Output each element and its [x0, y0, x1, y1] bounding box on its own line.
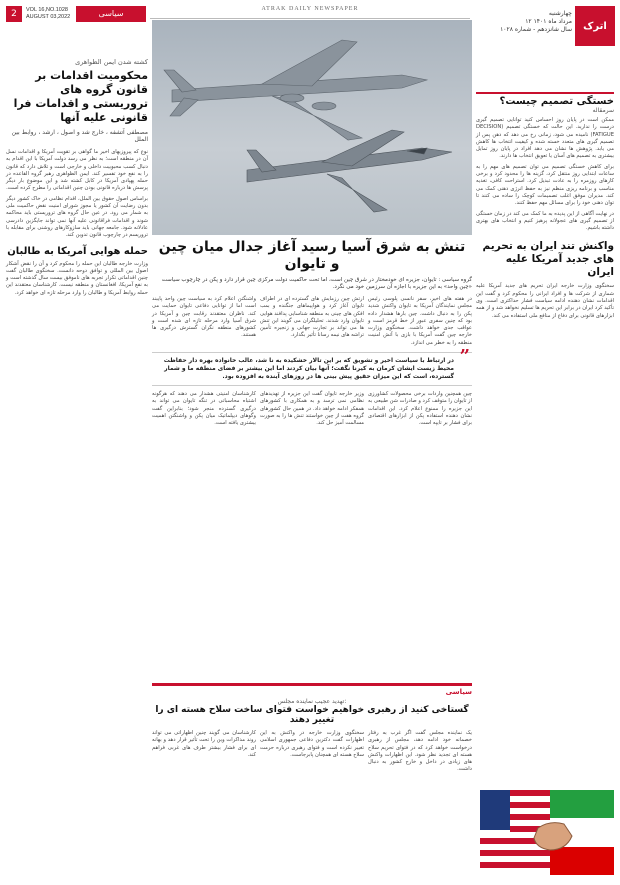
main-col-5: وزیر خارجه تایوان گفت این جزیره از تهدیدهای نظامی نمی ترسد و به همکاری با کشورهای همفکر ادامه خواهد داد. در همین حال کشورهای گروه هفت از چین خواستند تنش ها را به صورت مسالمت آمیز حل کند.	[260, 391, 364, 427]
right-headline: خستگی تصمیم چیست؟	[476, 92, 614, 107]
flag-fist-icon	[480, 790, 614, 875]
top-rule	[150, 18, 470, 19]
fighter-jets-illustration	[152, 20, 472, 235]
bottom-story-header	[152, 683, 472, 696]
page-number: 2	[6, 6, 22, 22]
right-headline-2: واکنش تند ایران به تحریم های جدید آمریکا علیه ایران	[482, 240, 614, 279]
main-lead: گروه سیاسی : تایوان، جزیره ای خودمختار در شرق چین است، اما تحت حاکمیت دولت مرکزی چین قرار دارد و پکن در چارچوب سیاست «چین واحد» به این جزیره با اجازه آن سرزمین خود می نگرد.	[161, 277, 472, 290]
quote-mark-icon: ”	[459, 346, 470, 368]
section-tag: سیاسی	[76, 6, 146, 22]
left-headline: محکومیت اقدامات بر قانون گروه های تروریستی و اقدامات فرا قانونی علیه آنها	[13, 69, 148, 124]
left-body-3: وزارت خارجه طالبان این حمله را محکوم کرد و آن را نقض آشکار اصول بین المللی و توافق دوحه دانست. سخنگوی طالبان گفت چنین اقداماتی تکرار تجربه های ناموفق بیست سال گذشته است و به نفع آمریکا، افغانستان و منطقه نیست. کارشناسان معتقدند این حمله روابط آمریکا و طالبان را وارد مرحله تازه ای خواهد کرد.	[6, 260, 148, 296]
bottom-col-2: سخنگوی وزارت خارجه در واکنش به این اظهارات گفت دکترین دفاعی جمهوری اسلامی تغییر نکرده است و فتوای رهبری درباره حرمت سلاح هسته ای همچنان پابرجاست.	[260, 730, 364, 758]
left-body-2: براساس اصول حقوق بین الملل، اقدام نظامی در خاک کشور دیگر بدون رضایت آن کشور یا مجوز شورای امنیت نقض حاکمیت ملی به شمار می رود. در عین حال گروه های تروریستی باید محاکمه شوند و اقدامات فراقانونی علیه آنها نمی تواند جایگزین دادرسی عادلانه شود. جامعه جهانی باید سازوکارهای روشنی برای مقابله با تروریسم در چارچوب قانون تدوین کند.	[6, 195, 148, 239]
main-columns-2	[152, 391, 472, 427]
main-col-6: کارشناسان امنیتی هشدار می دهند که هرگونه اشتباه محاسباتی در تنگه تایوان می تواند به درگیری گسترده منجر شود؛ بنابراین گفت وگوهای دیپلماتیک میان پکن و واشنگتن اهمیت بیشتری یافته است.	[152, 391, 256, 427]
bottom-kicker: تهدید عجیب نماینده مجلس:	[277, 698, 347, 705]
right-body-2: برای کاهش خستگی تصمیم می توان تصمیم های مهم را به ساعات ابتدایی روز منتقل کرد، گزینه ها را محدود کرد و برخی کارهای روزمره را به عادت تبدیل کرد. استراحت کافی، تغذیه مناسب و برنامه ریزی منظم نیز به حفظ انرژی ذهنی کمک می کند. مدیران موفق اغلب تصمیمات کوچک را ساده می کنند تا توان ذهنی خود را برای مسائل مهم حفظ کنند.	[476, 163, 614, 207]
right-body-4: سخنگوی وزارت خارجه ایران تحریم های جدید آمریکا علیه شماری از شرکت ها و افراد ایرانی را محکوم کرد و گفت این اقدامات نشان دهنده ادامه سیاست فشار حداکثری است. وی تأکید کرد ایران در برابر این تحریم ها تسلیم نخواهد شد و از همه ابزارهای قانونی برای دفاع از منافع ملی استفاده می کند.	[476, 283, 614, 319]
left-kicker: کشته شدن ایمن الظواهری	[75, 58, 148, 66]
left-headline-2: حمله هوایی آمریکا به طالبان	[7, 245, 148, 257]
volume-info	[26, 7, 70, 21]
main-col-2: ارتش چین رزمایش های گسترده ای در اطراف تایوان آغاز کرد و هواپیماهای جنگنده و بمب افکن های چینی به منطقه شناسایی پدافند هوایی تایوان وارد شدند. تحلیلگران می گویند این تنش ها می تواند بر تجارت جهانی و زنجیره تأمین تراشه های نیمه رسانا تأثیر بگذارد.	[260, 296, 364, 339]
main-col-1: در هفته های اخیر، سفر نانسی پلوسی رئیس مجلس نمایندگان آمریکا به تایوان واکنش شدید پکن را به دنبال داشت. چین بارها هشدار داده بود که چنین سفری عبور از خط قرمز است و عواقب جدی خواهد داشت. سخنگوی وزارت خارجه چین گفت آمریکا با بازی با آتش امنیت منطقه را به خطر می اندازد.	[368, 296, 472, 346]
bottom-col-1: یک نماینده مجلس گفت اگر غرب به رفتار خصمانه خود ادامه دهد، مجلس از رهبری درخواست خواهد کرد که در فتوای تحریم سلاح هسته ای تجدید نظر شود. این اظهارات واکنش های زیادی در داخل و خارج کشور به دنبال داشت.	[368, 730, 472, 773]
left-column	[6, 58, 148, 297]
date-en: AUGUST 03,2022	[26, 14, 71, 20]
main-col-3: واشنگتن اعلام کرد به سیاست چین واحد پایبند است اما از توانایی دفاعی تایوان حمایت می کند. ناظران معتقدند رقابت چین و آمریکا در شرق آسیا وارد مرحله تازه ای شده است و کشورهای منطقه نگران گسترش درگیری ها هستند.	[152, 296, 256, 339]
right-subhead: سرمقاله	[592, 107, 614, 114]
atrak-logo: اترک	[575, 6, 615, 46]
date-fa: ۱۲ مرداد ماه ۱۴۰۱	[525, 18, 572, 25]
main-col-4: چین همچنین واردات برخی محصولات کشاورزی از تایوان را متوقف کرد و صادرات شن طبیعی به این جزیره را ممنوع اعلام کرد. این اقدامات نشان دهنده استفاده پکن از ابزارهای اقتصادی برای فشار بر تایپه است.	[368, 391, 472, 427]
main-columns	[152, 296, 472, 347]
left-byline: مصطفی آتشفه ، خارج شد و اصول ، ارشد ، روابط بین الملل	[11, 129, 148, 143]
volume-line: VOL 16,NO.1028	[26, 7, 68, 13]
right-body-3: در نهایت آگاهی از این پدیده به ما کمک می کند در زمان خستگی از تصمیم گیری های عجولانه پرهیز کنیم و انتخاب های بهتری داشته باشیم.	[476, 210, 614, 232]
right-column	[476, 92, 614, 320]
bottom-col-3: کارشناسان می گویند چنین اظهاراتی می تواند روند مذاکرات وین را تحت تأثیر قرار دهد و بهانه ای برای فشار بیشتر طرف های غربی فراهم کند.	[152, 730, 256, 758]
issue-number: سال شانزدهم - شماره ۱۰۲۸	[500, 26, 572, 33]
bottom-story	[152, 683, 472, 774]
pull-quote	[152, 346, 472, 386]
date-weekday: چهارشنبه	[548, 10, 572, 17]
bottom-section-tag: سیاسی	[445, 688, 472, 696]
fighter-jets-photo	[152, 20, 472, 235]
flag-fist-illustration	[480, 790, 614, 875]
main-story	[152, 20, 472, 428]
pull-quote-text: در ارتباط با سیاست اخیر و تشویق که بر این تالار خشکیده به نا شد، عالب خانواده بهره دار حفاظت محیط زیست ایشان کرمان به کیرنا نگفت؛ آنها بیان کردند اما این بیشتر بر فضای منطقه ما و شمار گسترده، است که این میزان حقیق پیش بینی ها در روزهای آینده به افزوده بود.	[163, 357, 454, 381]
bottom-headline: گستاخی کنید از رهبری خواهیم خواست فتوای ساخت سلاح هسته ای را تغییر دهند	[155, 705, 469, 725]
right-body-1: ممکن است در پایان روز احساس کنید توانایی تصمیم گیری درست را ندارید. این حالت که خستگی تصمیم (DECISION FATIGUE) نامیده می شود، زمانی رخ می دهد که ذهن پس از تصمیم گیری های متعدد خسته شده و کیفیت انتخاب ها کاهش می یابد. پژوهش ها نشان می دهد افراد در پایان روز تمایل بیشتری به تصمیم های آسان یا تعویق انتخاب ها دارند.	[476, 117, 614, 160]
left-body-1: نوع که پیروزیهای اخیر ما گواهی بر تقویت آمریکا و اقدامات نسل آن در منطقه است؛ به نظر می رسد دولت آمریکا با این اقدام به دنبال کسب محبوبیت داخلی و خارجی است و تلاش دارد که قانون را به نفع خود تفسیر کند. ایمن الظواهری رهبر گروه القاعده در حمله پهپادی آمریکا در کابل کشته شد و این موضوع بار دیگر پرسش ها درباره قانونی بودن چنین اقداماتی را مطرح کرده است.	[6, 149, 148, 192]
bottom-columns	[152, 730, 472, 774]
main-headline: تنش به شرق آسیا رسید آغاز جدال میان چین و تایوان	[158, 239, 466, 272]
newspaper-banner: ATRAK DAILY NEWSPAPER	[261, 6, 359, 12]
date-block	[500, 10, 572, 34]
page-masthead	[6, 6, 146, 48]
